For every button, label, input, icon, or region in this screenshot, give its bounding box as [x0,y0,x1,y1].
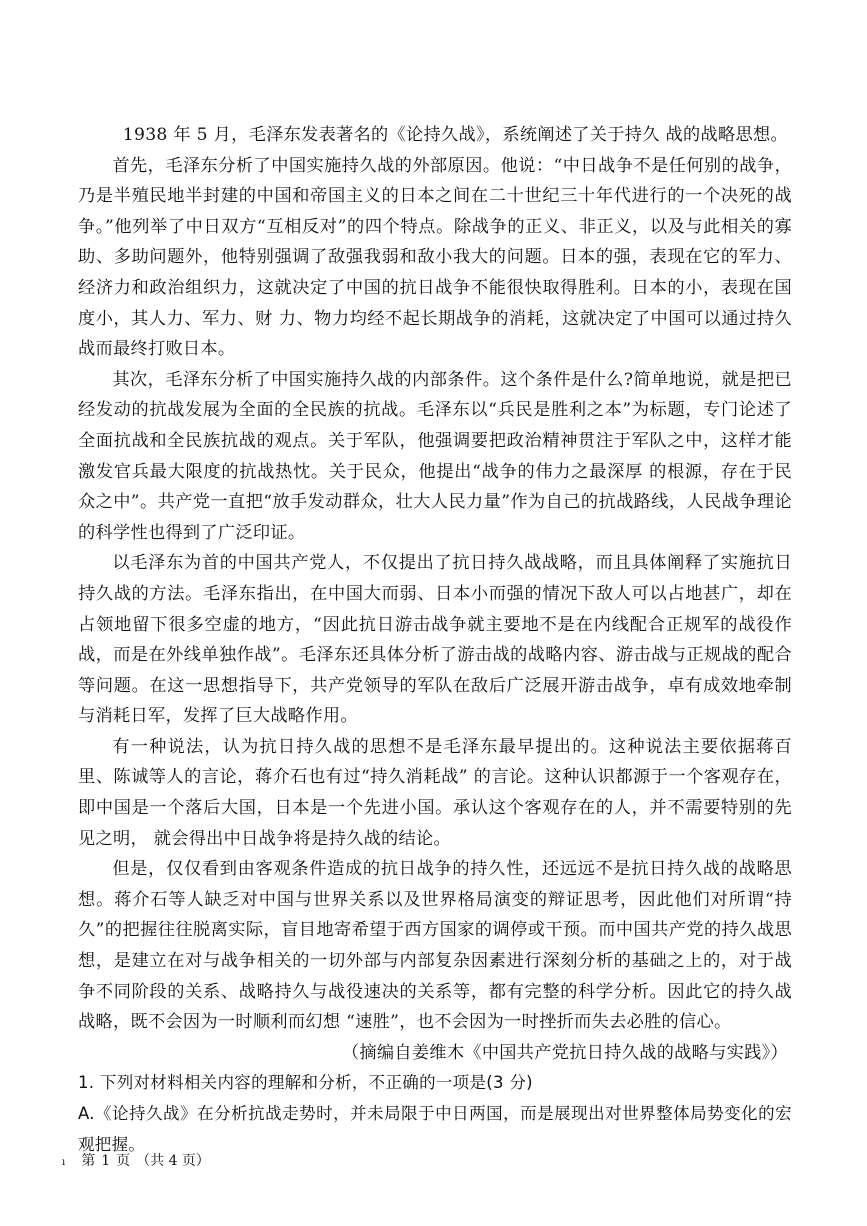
question-option-a: A.《论持久战》在分析抗战走势时，并未局限于中日两国，而是展现出对世界整体局势变化的宏观把握。 [78,1104,792,1154]
passage-paragraph-2: 首先，毛泽东分析了中国实施持久战的外部原因。他说：“中日战争不是任何别的战争，乃是半殖民地半封建的中国和帝国主义的日本之间在二十世纪三十年代进行的一个决死的战争。”他列举了中日双方“互相反对”的四个特点。除战争的正义、非正义，以及与此相关的寡 助、多助问题外，他特别强调了敌强我弱和敌小我大的问题。日本的强，表现在它的军力、经济力和政治组织力，这就决定了中国的抗日战争不能很快取得胜利。日本的小，表现在国度小，其人力、军力、财 力、物力均经不起长期战争的消耗，这就决定了中国可以通过持久战而最终打败日本。 [78,155,792,360]
total-pages: （共 4 页） [136,1153,210,1169]
page-number: 1 [101,1153,111,1169]
page-label-prefix: 第 [81,1153,96,1169]
passage-paragraph-6: 但是，仅仅看到由客观条件造成的抗日战争的持久性，还远远不是抗日持久战的战略思想。蒋介石等人缺乏对中国与世界关系以及世界格局演变的辩证思考，因此他们对所谓“持久”的把握往往脱离实际，盲目地寄希望于西方国家的调停或干预。而中国共产党的持久战思想，是建立在对与战争相关的一切外部与内部复杂因素进行深刻分析的基础之上的，对于战争不同阶段的关系、战略持久与战役速决的关系等，都有完整的科学分析。因此它的持久战战略，既不会因为一时顺利而幻想 “速胜”，也不会因为一时挫折而失去必胜的信心。 [78,859,792,1033]
footer-mark: ı [62,1157,66,1168]
passage-paragraph-3: 其次，毛泽东分析了中国实施持久战的内部条件。这个条件是什么?简单地说，就是把已经发动的抗战发展为全面的全民族的抗战。毛泽东以“兵民是胜利之本”为标题，专门论述了全面抗战和全民族抗战的观点。关于军队，他强调要把政治精神贯注于军队之中，这样才能激发官兵最大限度的抗战热忱。关于民众，他提出“战争的伟力之最深厚 的根源，存在于民众之中”。共产党一直把“放手发动群众，壮大人民力量”作为自己的抗战路线，人民战争理论的科学性也得到了广泛印证。 [78,369,792,543]
passage-paragraph-4: 以毛泽东为首的中国共产党人，不仅提出了抗日持久战战略，而且具体阐释了实施抗日持久战的方法。毛泽东指出，在中国大而弱、日本小而强的情况下敌人可以占地甚广，却在占领地留下很多空虚的地方，“因此抗日游击战争就主要地不是在内线配合正规军的战役作战，而是在外线单独作战”。毛泽东还具体分析了游击战的战略内容、游击战与正规战的配合等问题。在这一思想指导下，共产党领导的军队在敌后广泛展开游击战争，卓有成效地牵制与消耗日军，发挥了巨大战略作用。 [78,553,792,727]
passage-paragraph-1: 1938 年 5 月，毛泽东发表著名的《论持久战》，系统阐述了关于持久 战的战略思想。 [122,125,788,145]
passage-paragraph-5: 有一种说法，认为抗日持久战的思想不是毛泽东最早提出的。这种说法主要依据蒋百里、陈诚等人的言论，蒋介石也有过“持久消耗战” 的言论。这种认识都源于一个客观存在，即中国是一个落后大国，日本是一个先进小国。承认这个客观存在的人，并不需要特别的先见之明， 就会得出中日战争将是持久战的结论。 [78,736,792,849]
passage-source: （摘编自姜维木《中国共产党抗日持久战的战略与实践》） [341,1042,788,1063]
reading-passage [78,120,792,1160]
page-label-suffix: 页 [116,1153,131,1169]
page-footer [62,1150,210,1170]
question-stem: 1. 下列对材料相关内容的理解和分析，不正确的一项是(3 分) [78,1073,533,1093]
